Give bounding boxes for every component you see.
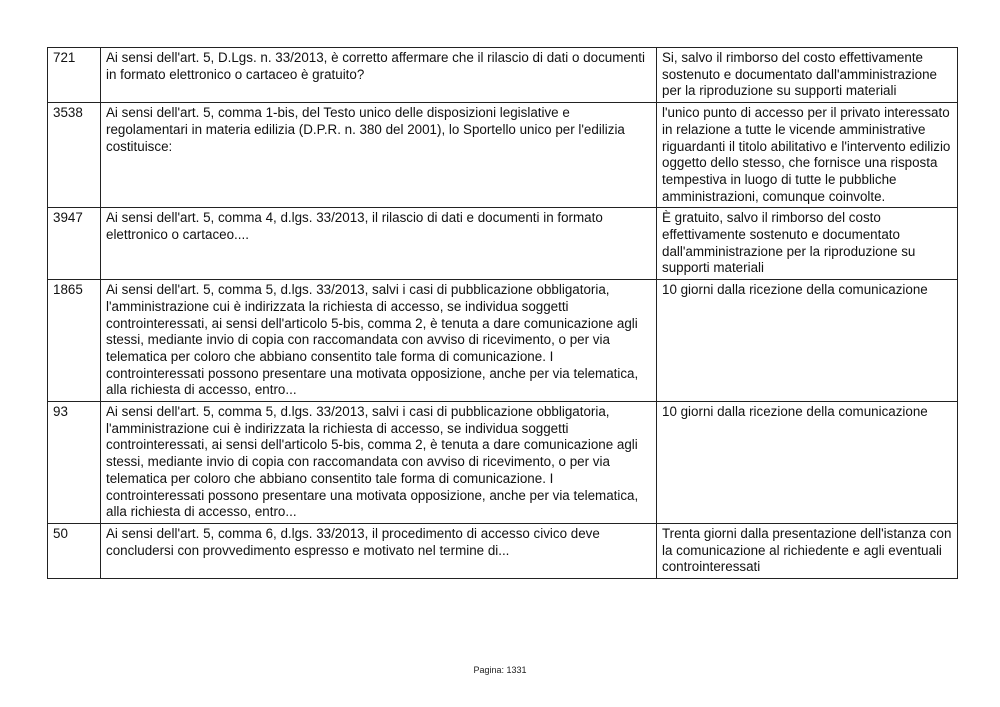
table-row: [48, 208, 958, 280]
page-number: Pagina: 1331: [473, 665, 527, 675]
row-question: Ai sensi dell'art. 5, comma 5, d.lgs. 33/2013, salvi i casi di pubblicazione obbligatoria, l'amministrazione cui è indirizzata la richiesta di accesso, se individua soggetti controinteressati, ai sensi dell'articolo 5-bis, comma 2, è tenuta a dare comunicazione agli stessi, mediante invio di copia con raccomandata con avviso di ricevimento, o per via telematica per coloro che abbiano consentito tale forma di comunicazione. I controinteressati possono presentare una motivata opposizione, anche per via telematica, alla richiesta di accesso, entro...: [101, 280, 657, 402]
row-answer: 10 giorni dalla ricezione della comunicazione: [657, 402, 958, 524]
table-row: [48, 48, 958, 103]
row-question: Ai sensi dell'art. 5, comma 6, d.lgs. 33/2013, il procedimento di accesso civico deve concludersi con provvedimento espresso e motivato nel termine di...: [101, 523, 657, 578]
row-question: Ai sensi dell'art. 5, comma 1-bis, del Testo unico delle disposizioni legislative e regolamentari in materia edilizia (D.P.R. n. 380 del 2001), lo Sportello unico per l'edilizia costituisce:: [101, 103, 657, 208]
row-answer: l'unico punto di accesso per il privato interessato in relazione a tutte le vicende amministrative riguardanti il titolo abilitativo e l'intervento edilizio oggetto dello stesso, che fornisce una risposta tempestiva in luogo di tutte le pubbliche amministrazioni, comunque coinvolte.: [657, 103, 958, 208]
table-row: [48, 280, 958, 402]
table-row: [48, 402, 958, 524]
row-question: Ai sensi dell'art. 5, comma 5, d.lgs. 33/2013, salvi i casi di pubblicazione obbligatoria, l'amministrazione cui è indirizzata la richiesta di accesso, se individua soggetti controinteressati, ai sensi dell'articolo 5-bis, comma 2, è tenuta a dare comunicazione agli stessi, mediante invio di copia con raccomandata con avviso di ricevimento, o per via telematica per coloro che abbiano consentito tale forma di comunicazione. I controinteressati possono presentare una motivata opposizione, anche per via telematica, alla richiesta di accesso, entro...: [101, 402, 657, 524]
row-id: 50: [48, 523, 101, 578]
row-answer: Trenta giorni dalla presentazione dell'istanza con la comunicazione al richiedente e agli eventuali controinteressati: [657, 523, 958, 578]
row-id: 721: [48, 48, 101, 103]
table-row: [48, 103, 958, 208]
row-answer: È gratuito, salvo il rimborso del costo effettivamente sostenuto e documentato dall'amministrazione per la riproduzione su supporti materiali: [657, 208, 958, 280]
row-answer: Si, salvo il rimborso del costo effettivamente sostenuto e documentato dall'amministrazione per la riproduzione su supporti materiali: [657, 48, 958, 103]
row-question: Ai sensi dell'art. 5, D.Lgs. n. 33/2013, è corretto affermare che il rilascio di dati o documenti in formato elettronico o cartaceo è gratuito?: [101, 48, 657, 103]
row-answer: 10 giorni dalla ricezione della comunicazione: [657, 280, 958, 402]
question-table: [47, 47, 958, 579]
row-id: 3947: [48, 208, 101, 280]
row-id: 3538: [48, 103, 101, 208]
table-row: [48, 523, 958, 578]
row-id: 93: [48, 402, 101, 524]
row-question: Ai sensi dell'art. 5, comma 4, d.lgs. 33/2013, il rilascio di dati e documenti in formato elettronico o cartaceo....: [101, 208, 657, 280]
row-id: 1865: [48, 280, 101, 402]
